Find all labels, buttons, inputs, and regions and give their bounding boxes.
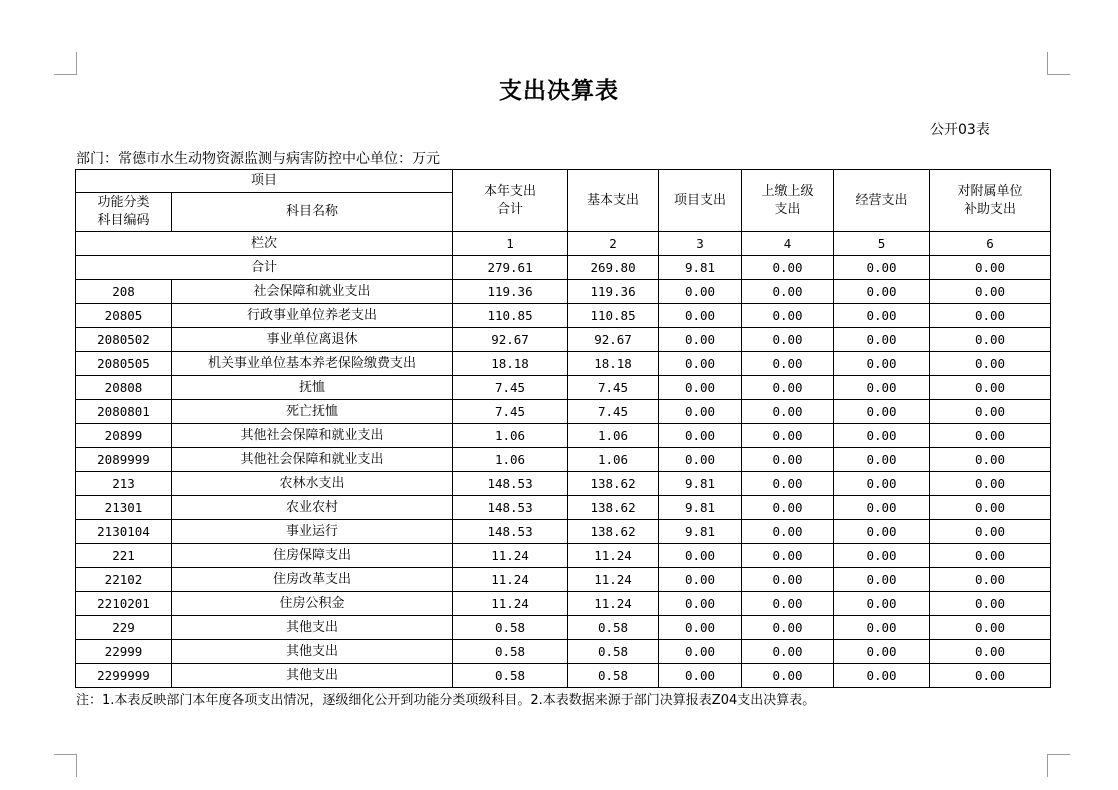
- table-body: [76, 170, 1051, 688]
- amount-cell: 1.06: [453, 424, 568, 448]
- amount-cell: 0.00: [930, 328, 1051, 352]
- table-row: [76, 544, 1051, 568]
- amount-cell: 7.45: [453, 376, 568, 400]
- amount-cell: 0.00: [930, 376, 1051, 400]
- amount-cell: 0.00: [834, 544, 930, 568]
- department-unit-line: 部门：常德市水生动物资源监测与病害防控中心单位：万元: [76, 151, 440, 167]
- amount-cell: 0.00: [834, 496, 930, 520]
- amount-cell: 0.00: [930, 544, 1051, 568]
- amount-cell: 0.00: [930, 352, 1051, 376]
- amount-cell: 0.00: [742, 424, 834, 448]
- amount-cell: 0.00: [930, 520, 1051, 544]
- amount-cell: 7.45: [453, 400, 568, 424]
- amount-cell: 138.62: [568, 472, 659, 496]
- amount-cell: 0.00: [834, 424, 930, 448]
- amount-cell: 138.62: [568, 520, 659, 544]
- column-index-cell: 4: [742, 232, 834, 256]
- amount-cell: 0.58: [453, 616, 568, 640]
- amount-cell: 0.00: [742, 472, 834, 496]
- amount-cell: 7.45: [568, 376, 659, 400]
- total-value-cell: 279.61: [453, 256, 568, 280]
- amount-cell: 110.85: [568, 304, 659, 328]
- amount-cell: 11.24: [568, 544, 659, 568]
- amount-cell: 0.00: [930, 280, 1051, 304]
- subject-name-cell: 社会保障和就业支出: [172, 280, 453, 304]
- amount-cell: 148.53: [453, 520, 568, 544]
- amount-cell: 0.00: [659, 568, 742, 592]
- amount-cell: 0.00: [659, 280, 742, 304]
- amount-cell: 0.00: [930, 472, 1051, 496]
- table-note: 注：1.本表反映部门本年度各项支出情况，逐级细化公开到功能分类项级科目。2.本表数据来源于部门决算报表Z04支出决算表。: [76, 693, 816, 708]
- amount-cell: 0.00: [742, 544, 834, 568]
- amount-cell: 0.00: [659, 328, 742, 352]
- amount-cell: 9.81: [659, 496, 742, 520]
- amount-cell: 1.06: [568, 424, 659, 448]
- subject-name-cell: 住房公积金: [172, 592, 453, 616]
- subject-name-cell: 其他支出: [172, 640, 453, 664]
- amount-cell: 0.00: [742, 400, 834, 424]
- amount-cell: 0.00: [742, 496, 834, 520]
- amount-cell: 0.00: [742, 352, 834, 376]
- table-row: [76, 640, 1051, 664]
- amount-cell: 0.00: [659, 352, 742, 376]
- amount-cell: 0.00: [742, 568, 834, 592]
- amount-cell: 0.00: [930, 640, 1051, 664]
- subject-name-cell: 事业运行: [172, 520, 453, 544]
- amount-cell: 0.58: [453, 640, 568, 664]
- crop-mark-bottom-left: [54, 754, 77, 777]
- subject-name-cell: 死亡抚恤: [172, 400, 453, 424]
- amount-cell: 11.24: [568, 592, 659, 616]
- total-value-cell: 0.00: [834, 256, 930, 280]
- amount-cell: 0.00: [930, 400, 1051, 424]
- subject-code-cell: 22999: [76, 640, 172, 664]
- amount-cell: 0.00: [930, 448, 1051, 472]
- amount-cell: 18.18: [453, 352, 568, 376]
- table-row: [76, 664, 1051, 688]
- amount-cell: 0.00: [742, 592, 834, 616]
- subject-name-cell: 机关事业单位基本养老保险缴费支出: [172, 352, 453, 376]
- column-index-cell: 3: [659, 232, 742, 256]
- amount-cell: 0.00: [742, 664, 834, 688]
- header-item: 项目支出: [659, 170, 742, 232]
- subject-code-cell: 221: [76, 544, 172, 568]
- subject-code-cell: 208: [76, 280, 172, 304]
- table-row: [76, 304, 1051, 328]
- amount-cell: 7.45: [568, 400, 659, 424]
- table-row: [76, 376, 1051, 400]
- amount-cell: 0.00: [742, 304, 834, 328]
- amount-cell: 0.00: [742, 520, 834, 544]
- subject-code-cell: 20899: [76, 424, 172, 448]
- amount-cell: 0.00: [834, 640, 930, 664]
- amount-cell: 0.00: [930, 496, 1051, 520]
- column-index-cell: 6: [930, 232, 1051, 256]
- total-value-cell: 9.81: [659, 256, 742, 280]
- amount-cell: 0.00: [659, 400, 742, 424]
- amount-cell: 9.81: [659, 472, 742, 496]
- amount-cell: 11.24: [568, 568, 659, 592]
- amount-cell: 0.00: [659, 664, 742, 688]
- amount-cell: 1.06: [453, 448, 568, 472]
- amount-cell: 0.00: [930, 568, 1051, 592]
- amount-cell: 0.00: [742, 448, 834, 472]
- amount-cell: 11.24: [453, 592, 568, 616]
- column-index-cell: 5: [834, 232, 930, 256]
- amount-cell: 0.00: [834, 328, 930, 352]
- subject-name-cell: 其他社会保障和就业支出: [172, 448, 453, 472]
- amount-cell: 0.00: [742, 328, 834, 352]
- subject-name-cell: 住房改革支出: [172, 568, 453, 592]
- amount-cell: 0.00: [834, 352, 930, 376]
- table-row: [76, 448, 1051, 472]
- amount-cell: 18.18: [568, 352, 659, 376]
- table-row: [76, 280, 1051, 304]
- subject-name-cell: 其他社会保障和就业支出: [172, 424, 453, 448]
- table-row: [76, 568, 1051, 592]
- subject-name-cell: 农业农村: [172, 496, 453, 520]
- subject-code-cell: 2299999: [76, 664, 172, 688]
- subject-code-cell: 2130104: [76, 520, 172, 544]
- amount-cell: 0.00: [659, 616, 742, 640]
- table-row: [76, 328, 1051, 352]
- column-index-cell: 2: [568, 232, 659, 256]
- column-index-cell: 1: [453, 232, 568, 256]
- header-row-1: [76, 170, 1051, 193]
- amount-cell: 9.81: [659, 520, 742, 544]
- amount-cell: 0.00: [742, 280, 834, 304]
- subject-code-cell: 22102: [76, 568, 172, 592]
- amount-cell: 0.00: [834, 448, 930, 472]
- amount-cell: 0.00: [834, 304, 930, 328]
- total-value-cell: 269.80: [568, 256, 659, 280]
- amount-cell: 11.24: [453, 568, 568, 592]
- total-row: [76, 256, 1051, 280]
- amount-cell: 92.67: [453, 328, 568, 352]
- header-code: 功能分类 科目编码: [76, 193, 172, 232]
- subject-name-cell: 其他支出: [172, 616, 453, 640]
- table-row: [76, 592, 1051, 616]
- subject-code-cell: 213: [76, 472, 172, 496]
- amount-cell: 1.06: [568, 448, 659, 472]
- subject-code-cell: 2080801: [76, 400, 172, 424]
- header-operating: 经营支出: [834, 170, 930, 232]
- amount-cell: 0.00: [742, 640, 834, 664]
- amount-cell: 0.58: [453, 664, 568, 688]
- amount-cell: 0.00: [834, 400, 930, 424]
- table-row: [76, 520, 1051, 544]
- amount-cell: 0.00: [930, 616, 1051, 640]
- amount-cell: 0.00: [834, 568, 930, 592]
- header-total: 本年支出 合计: [453, 170, 568, 232]
- subject-code-cell: 229: [76, 616, 172, 640]
- amount-cell: 0.00: [659, 640, 742, 664]
- amount-cell: 0.00: [930, 664, 1051, 688]
- amount-cell: 0.58: [568, 664, 659, 688]
- amount-cell: 0.00: [659, 448, 742, 472]
- total-value-cell: 0.00: [742, 256, 834, 280]
- subject-code-cell: 2080505: [76, 352, 172, 376]
- amount-cell: 0.00: [930, 304, 1051, 328]
- amount-cell: 0.00: [834, 472, 930, 496]
- amount-cell: 0.00: [659, 304, 742, 328]
- subject-name-cell: 住房保障支出: [172, 544, 453, 568]
- amount-cell: 0.58: [568, 616, 659, 640]
- table-row: [76, 424, 1051, 448]
- column-index-label: 栏次: [76, 232, 453, 256]
- table-row: [76, 616, 1051, 640]
- amount-cell: 138.62: [568, 496, 659, 520]
- amount-cell: 0.00: [742, 376, 834, 400]
- expenditure-table: [75, 169, 1051, 688]
- table-row: [76, 400, 1051, 424]
- amount-cell: 0.00: [834, 664, 930, 688]
- subject-name-cell: 抚恤: [172, 376, 453, 400]
- amount-cell: 0.00: [659, 424, 742, 448]
- amount-cell: 0.00: [930, 592, 1051, 616]
- form-number: 公开03表: [930, 122, 990, 138]
- amount-cell: 119.36: [568, 280, 659, 304]
- amount-cell: 0.00: [834, 520, 930, 544]
- subject-name-cell: 行政事业单位养老支出: [172, 304, 453, 328]
- subject-code-cell: 21301: [76, 496, 172, 520]
- total-label: 合计: [76, 256, 453, 280]
- amount-cell: 110.85: [453, 304, 568, 328]
- subject-name-cell: 其他支出: [172, 664, 453, 688]
- amount-cell: 0.00: [834, 616, 930, 640]
- header-upper: 上缴上级 支出: [742, 170, 834, 232]
- amount-cell: 0.00: [930, 424, 1051, 448]
- amount-cell: 148.53: [453, 496, 568, 520]
- table-row: [76, 472, 1051, 496]
- crop-mark-bottom-right: [1047, 754, 1070, 777]
- header-project: 项目: [76, 170, 453, 193]
- subject-code-cell: 2089999: [76, 448, 172, 472]
- subject-code-cell: 2210201: [76, 592, 172, 616]
- amount-cell: 0.00: [834, 280, 930, 304]
- amount-cell: 0.00: [834, 376, 930, 400]
- subject-name-cell: 事业单位离退休: [172, 328, 453, 352]
- amount-cell: 0.00: [742, 616, 834, 640]
- amount-cell: 0.00: [659, 376, 742, 400]
- amount-cell: 0.00: [659, 544, 742, 568]
- subject-code-cell: 20805: [76, 304, 172, 328]
- subject-name-cell: 农林水支出: [172, 472, 453, 496]
- column-index-row: [76, 232, 1051, 256]
- header-subsidy: 对附属单位 补助支出: [930, 170, 1051, 232]
- amount-cell: 148.53: [453, 472, 568, 496]
- amount-cell: 119.36: [453, 280, 568, 304]
- page-title: 支出决算表: [499, 77, 619, 104]
- amount-cell: 0.00: [659, 592, 742, 616]
- header-name: 科目名称: [172, 193, 453, 232]
- table-row: [76, 496, 1051, 520]
- subject-code-cell: 20808: [76, 376, 172, 400]
- total-value-cell: 0.00: [930, 256, 1051, 280]
- header-basic: 基本支出: [568, 170, 659, 232]
- amount-cell: 11.24: [453, 544, 568, 568]
- amount-cell: 0.58: [568, 640, 659, 664]
- subject-code-cell: 2080502: [76, 328, 172, 352]
- amount-cell: 0.00: [834, 592, 930, 616]
- table-row: [76, 352, 1051, 376]
- amount-cell: 92.67: [568, 328, 659, 352]
